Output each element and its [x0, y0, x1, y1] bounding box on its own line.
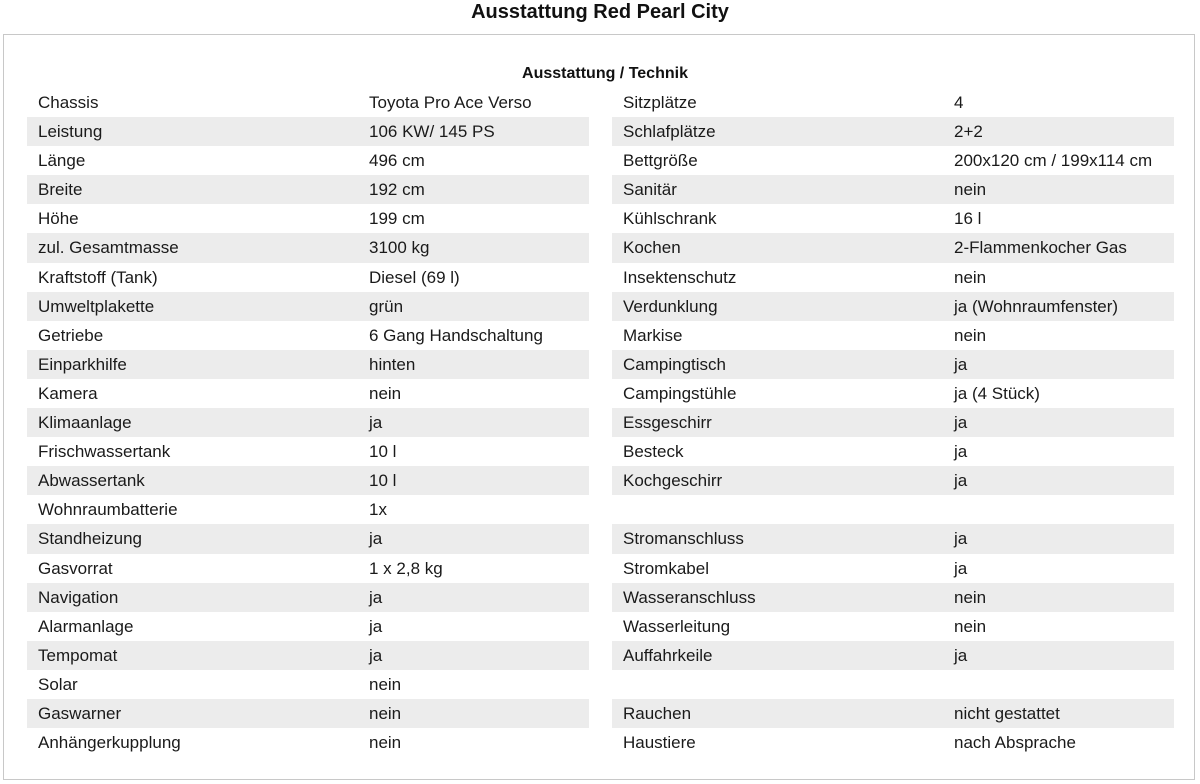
- table-row: [27, 641, 589, 670]
- section-title: Ausstattung / Technik: [522, 65, 688, 82]
- table-row: [27, 263, 589, 292]
- row-value: ja: [954, 645, 968, 665]
- row-label: Umweltplakette: [38, 296, 155, 316]
- row-value: ja: [954, 354, 968, 374]
- row-value: nein: [954, 267, 987, 287]
- row-value: hinten: [369, 354, 416, 374]
- row-label: Gaswarner: [38, 703, 122, 723]
- row-value: nein: [369, 703, 402, 723]
- row-label: Standheizung: [38, 529, 142, 549]
- table-row: [612, 554, 1174, 583]
- table-row: [27, 321, 589, 350]
- row-value: 1x: [369, 500, 387, 520]
- row-value: ja: [369, 413, 383, 433]
- row-value: 6 Gang Handschaltung: [369, 325, 543, 345]
- row-label: Auffahrkeile: [623, 645, 713, 665]
- row-value: ja: [954, 558, 968, 578]
- row-label: Klimaanlage: [38, 413, 132, 433]
- row-value: ja: [369, 616, 383, 636]
- row-value: 3100 kg: [369, 238, 430, 258]
- row-value: nein: [954, 325, 987, 345]
- table-row: [27, 524, 589, 553]
- row-value: ja (4 Stück): [954, 383, 1040, 403]
- row-value: ja: [369, 529, 383, 549]
- row-value: 192 cm: [369, 180, 425, 200]
- row-label: Essgeschirr: [623, 413, 712, 433]
- row-label: Getriebe: [38, 325, 104, 345]
- row-label: Chassis: [38, 93, 99, 112]
- row-label: Schlafplätze: [623, 122, 716, 142]
- table-row: [27, 466, 589, 495]
- row-label: Insektenschutz: [623, 267, 737, 287]
- table-row: [612, 495, 1174, 524]
- row-label: Einparkhilfe: [38, 354, 127, 374]
- row-value: nein: [954, 616, 987, 636]
- row-label: Bettgröße: [623, 151, 698, 171]
- table-row: [27, 233, 589, 262]
- row-label: Wohnraumbatterie: [38, 500, 178, 520]
- row-value: nein: [369, 674, 402, 694]
- row-value: 496 cm: [369, 151, 425, 171]
- row-label: Solar: [38, 674, 78, 694]
- table-row: [612, 583, 1174, 612]
- row-value: 2-Flammenkocher Gas: [954, 238, 1127, 258]
- table-row: [612, 233, 1174, 262]
- row-value: 10 l: [369, 471, 397, 491]
- row-label: Sanitär: [623, 180, 677, 200]
- row-label: Gasvorrat: [38, 558, 113, 578]
- row-label: Rauchen: [623, 703, 692, 723]
- row-label: Stromkabel: [623, 558, 709, 578]
- row-label: zul. Gesamtmasse: [38, 238, 179, 258]
- table-row: [27, 204, 589, 233]
- row-label: Besteck: [623, 442, 684, 462]
- table-row: [612, 612, 1174, 641]
- table-row: [27, 88, 589, 117]
- table-row: [612, 437, 1174, 466]
- table-row: [612, 117, 1174, 146]
- row-label: Breite: [38, 180, 83, 200]
- table-row: [612, 728, 1174, 757]
- row-value: nach Absprache: [954, 733, 1076, 753]
- row-label: Wasserleitung: [623, 616, 731, 636]
- table-row: [27, 292, 589, 321]
- table-row: [27, 583, 589, 612]
- row-value: nein: [369, 733, 402, 753]
- page-title: Ausstattung Red Pearl City: [471, 1, 729, 23]
- row-value: Toyota Pro Ace Verso: [369, 93, 532, 112]
- row-value: ja: [369, 587, 383, 607]
- spec-table-right: [612, 88, 1174, 757]
- table-row: [27, 379, 589, 408]
- row-value: 1 x 2,8 kg: [369, 558, 443, 578]
- table-row: [612, 321, 1174, 350]
- table-row: [612, 641, 1174, 670]
- table-row: [612, 88, 1174, 117]
- row-label: Sitzplätze: [623, 93, 697, 112]
- row-label: Leistung: [38, 122, 103, 142]
- table-row: [27, 612, 589, 641]
- row-label: Alarmanlage: [38, 616, 134, 636]
- table-row: [27, 350, 589, 379]
- table-row: [612, 146, 1174, 175]
- table-row: [612, 292, 1174, 321]
- table-row: [612, 175, 1174, 204]
- table-row: [27, 699, 589, 728]
- table-row: [612, 379, 1174, 408]
- row-value: nicht gestattet: [954, 703, 1060, 723]
- row-label: Verdunklung: [623, 296, 718, 316]
- row-value: 4: [954, 93, 964, 112]
- table-row: [27, 437, 589, 466]
- row-label: Markise: [623, 325, 683, 345]
- table-row: [612, 408, 1174, 437]
- row-value: 2+2: [954, 122, 983, 142]
- row-label: Wasseranschluss: [623, 587, 756, 607]
- table-row: [612, 204, 1174, 233]
- table-row: [612, 263, 1174, 292]
- table-row: [27, 554, 589, 583]
- row-label: Abwassertank: [38, 471, 145, 491]
- row-value: 10 l: [369, 442, 397, 462]
- row-label: Anhängerkupplung: [38, 733, 181, 753]
- row-value: nein: [954, 180, 987, 200]
- row-label: Kamera: [38, 383, 98, 403]
- row-value: ja: [954, 471, 968, 491]
- row-label: Länge: [38, 151, 86, 171]
- row-value: ja: [954, 442, 968, 462]
- row-value: nein: [954, 587, 987, 607]
- table-row: [612, 466, 1174, 495]
- row-label: Navigation: [38, 587, 119, 607]
- table-row: [27, 408, 589, 437]
- row-value: nein: [369, 383, 402, 403]
- row-label: Stromanschluss: [623, 529, 744, 549]
- row-value: 200x120 cm / 199x114 cm: [954, 151, 1153, 171]
- row-label: Frischwassertank: [38, 442, 171, 462]
- row-value: 199 cm: [369, 209, 425, 229]
- row-value: Diesel (69 l): [369, 267, 460, 287]
- row-label: Kühlschrank: [623, 209, 717, 229]
- table-row: [27, 728, 589, 757]
- row-value: ja (Wohnraumfenster): [954, 296, 1119, 316]
- table-row: [612, 350, 1174, 379]
- row-label: Kochgeschirr: [623, 471, 723, 491]
- row-label: Kraftstoff (Tank): [38, 267, 158, 287]
- row-label: Campingstühle: [623, 383, 737, 403]
- row-value: 16 l: [954, 209, 982, 229]
- row-label: Tempomat: [38, 645, 118, 665]
- spec-table-left: [27, 88, 589, 757]
- table-row: [27, 495, 589, 524]
- table-row: [27, 117, 589, 146]
- row-value: ja: [954, 413, 968, 433]
- row-value: ja: [954, 529, 968, 549]
- row-label: Haustiere: [623, 733, 696, 753]
- table-row: [612, 524, 1174, 553]
- row-value: ja: [369, 645, 383, 665]
- table-row: [27, 146, 589, 175]
- row-label: Höhe: [38, 209, 79, 229]
- table-row: [27, 175, 589, 204]
- row-label: Kochen: [623, 238, 681, 258]
- table-row: [612, 699, 1174, 728]
- row-label: Campingtisch: [623, 354, 726, 374]
- table-row: [27, 670, 589, 699]
- row-value: 106 KW/ 145 PS: [369, 122, 495, 142]
- table-row: [612, 670, 1174, 699]
- row-value: grün: [369, 296, 404, 316]
